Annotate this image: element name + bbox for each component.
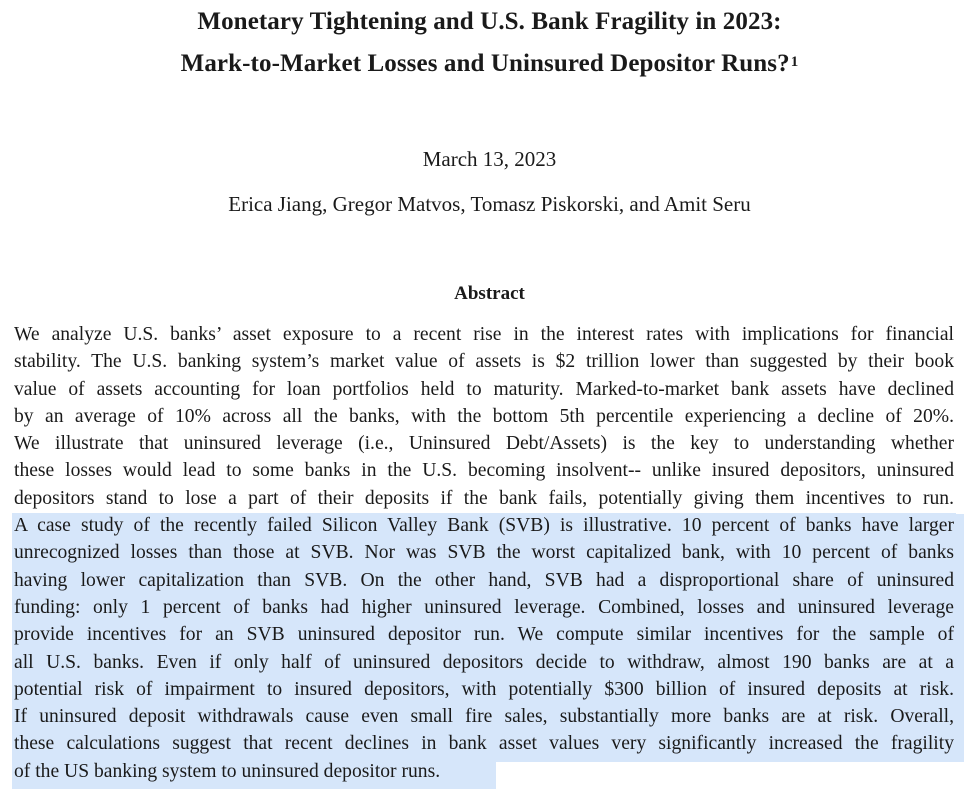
abstract-line: We illustrate that uninsured leverage (i.e., Uninsured Debt/Assets) is the key to understanding whether [14,433,954,455]
paper-authors: Erica Jiang, Gregor Matvos, Tomasz Piskorski, and Amit Seru [228,192,751,216]
abstract-line: stability. The U.S. banking system’s market value of assets is $2 trillion lower than suggested by their book [14,351,954,373]
paper-title-line-1 [0,2,979,42]
paper-title-text-1: Monetary Tightening and U.S. Bank Fragility in 2023: [197,8,782,35]
abstract-line-selected: all U.S. banks. Even if only half of uninsured depositors decide to withdraw, almost 190 banks are at a [14,651,954,673]
paper-title-text-2: Mark-to-Market Losses and Uninsured Depositor Runs? [180,50,790,77]
abstract-line-selected: unrecognized losses than those at SVB. Nor was SVB the worst capitalized bank, with 10 percent of banks [14,542,954,564]
abstract-line: by an average of 10% across all the banks, with the bottom 5th percentile experiencing a decline of 20%. [14,405,954,427]
abstract-line-selected: funding: only 1 percent of banks had higher uninsured leverage. Combined, losses and uninsured leverage [14,596,954,618]
abstract-body[interactable] [0,321,979,785]
abstract-line-selected: these calculations suggest that recent declines in bank asset values very significantly increased the fragility [14,733,954,755]
abstract-line-selected: potential risk of impairment to insured depositors, with potentially $300 billion of insured deposits at risk. [14,678,954,700]
abstract-line-selected: provide incentives for an SVB uninsured depositor run. We compute similar incentives for the sample of [14,624,954,646]
abstract-line-selected: of the US banking system to uninsured depositor runs. [14,760,441,782]
abstract-line-selected: If uninsured deposit withdrawals cause even small fire sales, substantially more banks are at risk. Overall, [14,706,954,728]
abstract-line: We analyze U.S. banks’ asset exposure to a recent rise in the interest rates with implications for financial [14,324,954,345]
abstract-line: value of assets accounting for loan portfolios held to maturity. Marked-to-market bank assets have declined [14,378,954,400]
abstract-line-selected: A case study of the recently failed Silicon Valley Bank (SVB) is illustrative. 10 percent of banks have larger [14,515,954,537]
paper-date: March 13, 2023 [422,147,557,171]
title-footnote-marker[interactable]: 1 [790,54,799,70]
abstract-line-selected: having lower capitalization than SVB. On the other hand, SVB had a disproportional share of uninsured [14,569,954,591]
abstract-line: these losses would lead to some banks in the U.S. becoming insolvent-- unlike insured depositors, uninsured [14,460,954,482]
abstract-line: depositors stand to lose a part of their deposits if the bank fails, potentially giving them incentives to run. [14,487,954,509]
abstract-heading: Abstract [454,283,525,304]
paper-title-line-2 [0,44,979,84]
